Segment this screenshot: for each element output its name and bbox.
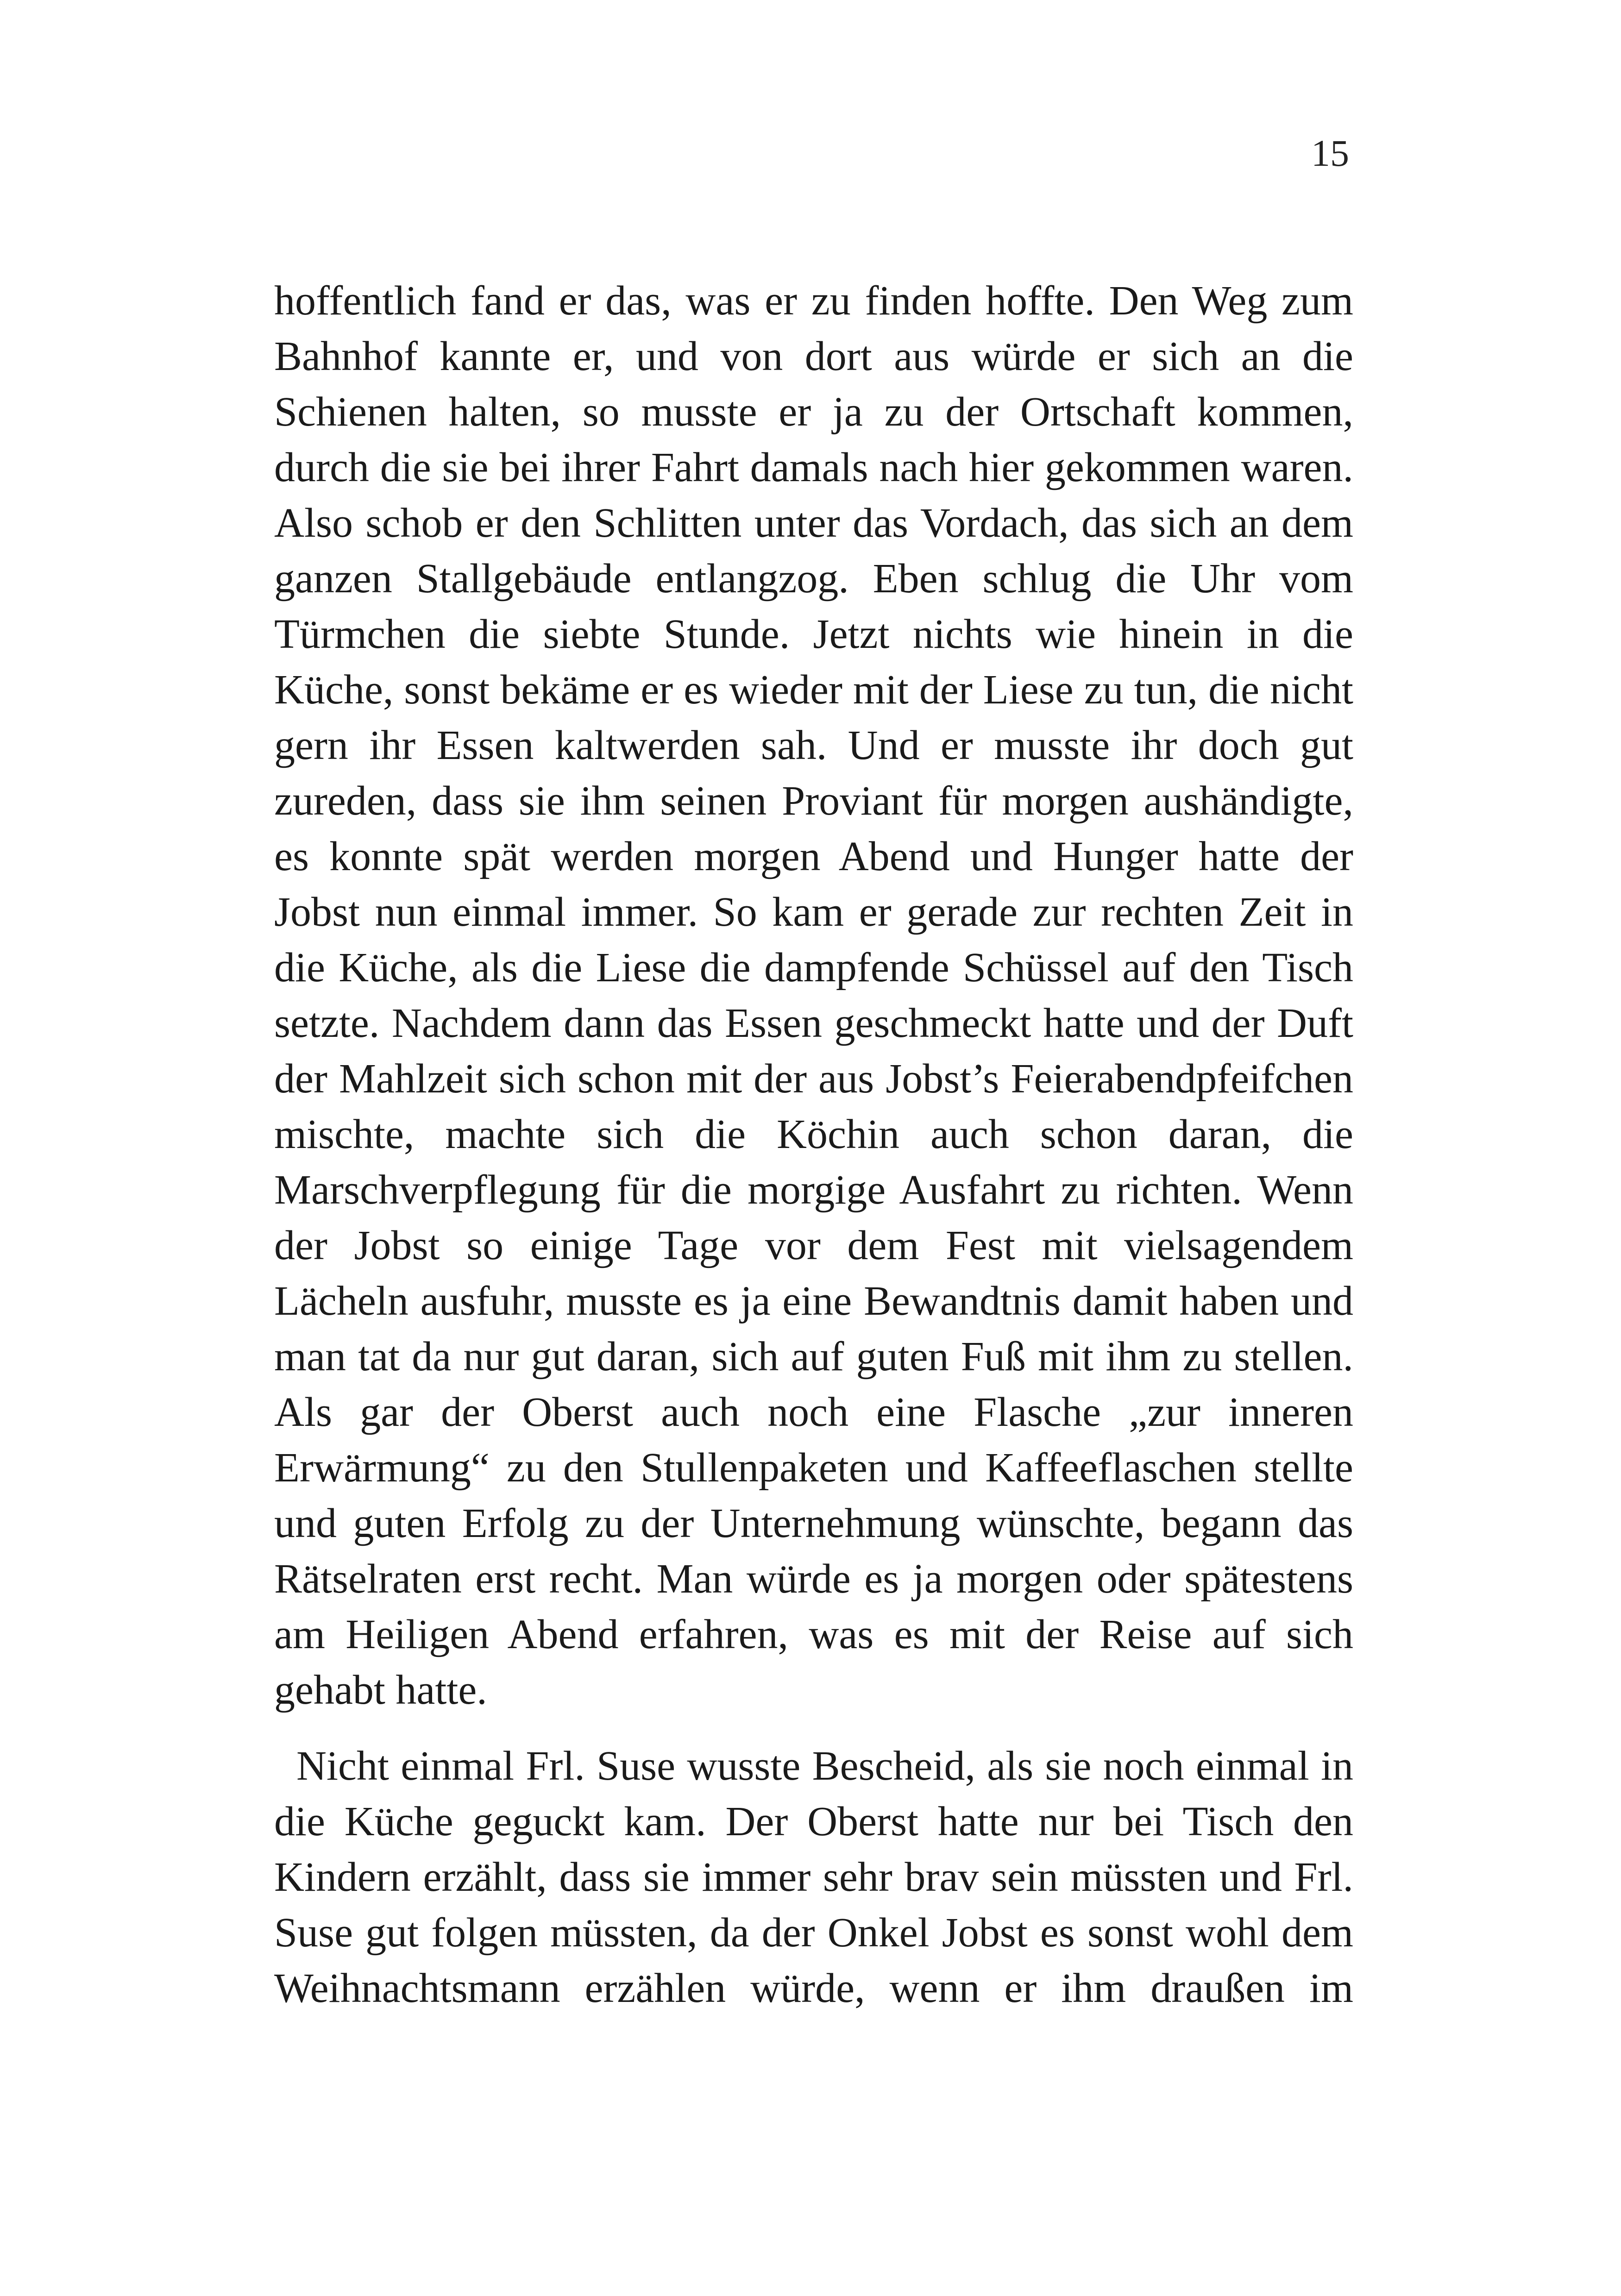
text-line: Als gar der Oberst auch noch eine Flasche „zur inneren (274, 1389, 1353, 1435)
text-line: Lächeln ausfuhr, musste es ja eine Bewandtnis damit haben und (274, 1278, 1353, 1324)
page-number: 15 (1311, 132, 1349, 174)
text-line: Küche, sonst bekäme er es wieder mit der Liese zu tun, die nicht (274, 667, 1353, 713)
text-line: Türmchen die siebte Stunde. Jetzt nichts wie hinein in die (274, 611, 1353, 657)
text-line: und guten Erfolg zu der Unternehmung wünschte, begann das (274, 1500, 1353, 1546)
paragraph-gap (274, 1718, 1353, 1738)
body-text (274, 273, 1353, 2016)
text-line: die Küche geguckt kam. Der Oberst hatte nur bei Tisch den (274, 1799, 1353, 1844)
text-line: man tat da nur gut daran, sich auf guten Fuß mit ihm zu stellen. (274, 1334, 1353, 1380)
text-line: Nicht einmal Frl. Suse wusste Bescheid, als sie noch einmal in (296, 1743, 1353, 1789)
text-line: Schienen halten, so musste er ja zu der Ortschaft kommen, (274, 389, 1353, 435)
text-line: Bahnhof kannte er, und von dort aus würde er sich an die (274, 333, 1353, 379)
text-line: gern ihr Essen kaltwerden sah. Und er musste ihr doch gut (274, 722, 1353, 768)
text-line: Also schob er den Schlitten unter das Vordach, das sich an dem (274, 500, 1353, 546)
text-line: die Küche, als die Liese die dampfende Schüssel auf den Tisch (274, 945, 1353, 991)
text-line: Marschverpflegung für die morgige Ausfahrt zu richten. Wenn (274, 1167, 1353, 1213)
text-line: Suse gut folgen müssten, da der Onkel Jobst es sonst wohl dem (274, 1910, 1353, 1956)
paragraph-1 (274, 273, 1353, 1718)
text-line: Rätselraten erst recht. Man würde es ja morgen oder spätestens (274, 1556, 1353, 1602)
text-line: hoffentlich fand er das, was er zu finden hoffte. Den Weg zum (274, 278, 1353, 324)
text-line: mischte, machte sich die Köchin auch schon daran, die (274, 1111, 1353, 1157)
text-line: durch die sie bei ihrer Fahrt damals nach hier gekommen waren. (274, 445, 1353, 490)
text-line: der Mahlzeit sich schon mit der aus Jobst’s Feierabendpfeifchen (274, 1056, 1353, 1102)
text-line: Erwärmung“ zu den Stullenpaketen und Kaffeeflaschen stellte (274, 1445, 1353, 1491)
text-line: gehabt hatte. (274, 1667, 487, 1713)
paragraph-2 (274, 1738, 1353, 2016)
text-line: zureden, dass sie ihm seinen Proviant für morgen aushändigte, (274, 778, 1353, 824)
text-line: ganzen Stallgebäude entlangzog. Eben schlug die Uhr vom (274, 556, 1353, 602)
text-line: Jobst nun einmal immer. So kam er gerade zur rechten Zeit in (274, 889, 1353, 935)
text-line: der Jobst so einige Tage vor dem Fest mit vielsagendem (274, 1223, 1353, 1268)
text-line: Kindern erzählt, dass sie immer sehr brav sein müssten und Frl. (274, 1854, 1353, 1900)
text-line: Weihnachtsmann erzählen würde, wenn er ihm draußen im (274, 1965, 1353, 2011)
text-line: setzte. Nachdem dann das Essen geschmeckt hatte und der Duft (274, 1000, 1353, 1046)
text-line: am Heiligen Abend erfahren, was es mit der Reise auf sich (274, 1612, 1353, 1657)
text-line: es konnte spät werden morgen Abend und Hunger hatte der (274, 834, 1353, 879)
